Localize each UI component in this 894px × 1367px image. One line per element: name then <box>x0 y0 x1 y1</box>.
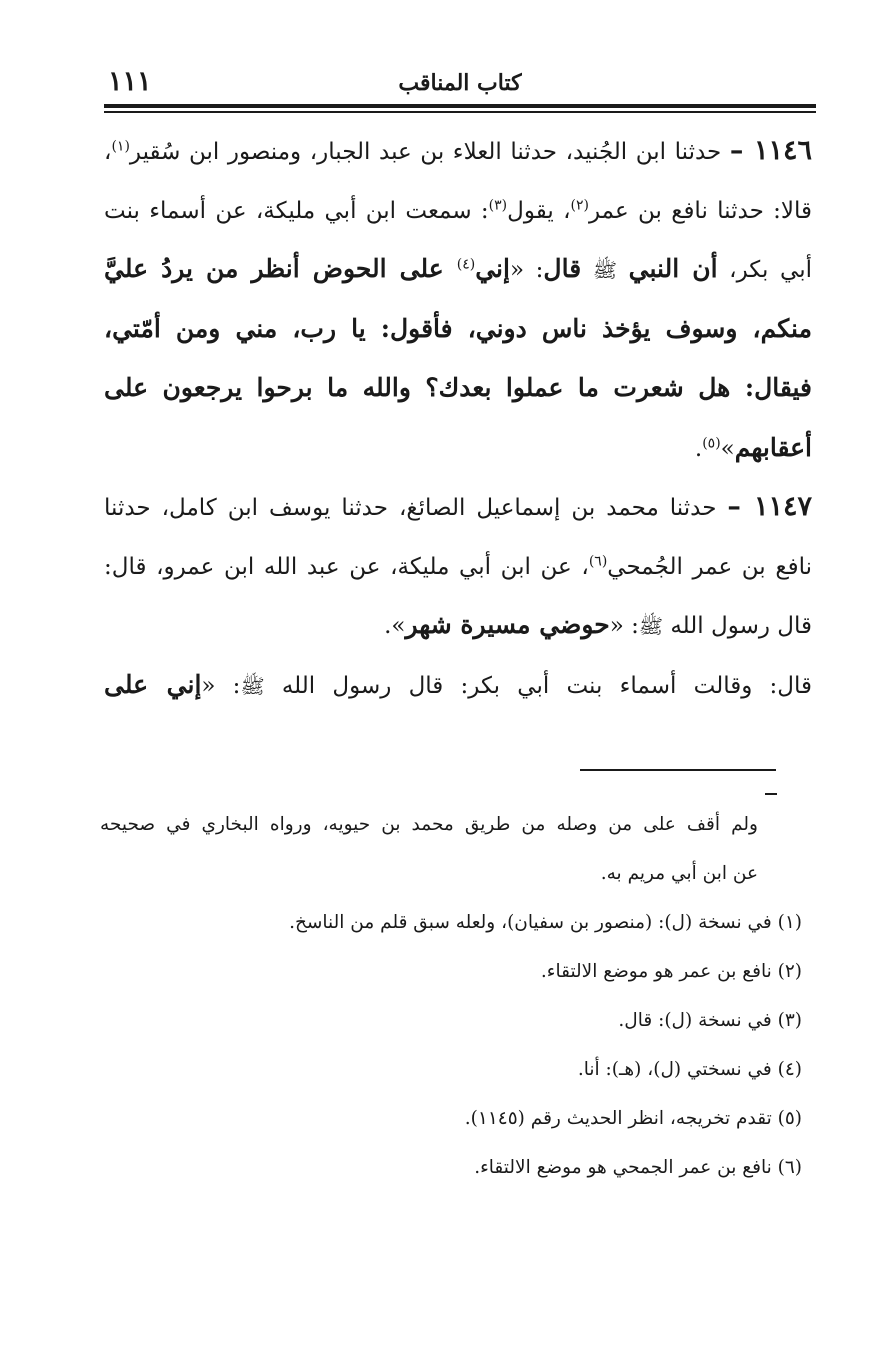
hadith-text: . <box>694 435 703 462</box>
footnotes <box>100 800 808 1192</box>
footnote-separator <box>580 769 776 771</box>
footnote-carryover: عن ابن أبي مريم به. <box>600 863 758 884</box>
footnote-continuation-mark <box>765 793 777 795</box>
footnote-item: (٥) تقدم تخريجه، انظر الحديث رقم (١١٤٥). <box>464 1108 802 1129</box>
bold-text: على الحوض أنظر من يردُ عليَّ منكم، وسوف يؤخذ ناس دوني، فأقول: يا رب، مني ومن أمّتي، فيقال: هل شعرت ما عملوا بعدك؟ والله ما برحوا يرجعون على أعقابهم <box>104 254 812 462</box>
salawat-symbol: ﷺ <box>240 673 265 698</box>
hadith-text: : « <box>509 257 544 283</box>
paragraph-text: قال: وقالت أسماء بنت أبي بكر: قال رسول الله <box>264 672 812 699</box>
hadith-text: حدثنا محمد بن إسماعيل الصائغ، حدثنا يوسف ابن كامل، حدثنا نافع بن عمر الجُمحي <box>104 495 812 580</box>
book-title: كتاب المناقب <box>398 70 522 96</box>
bold-text: إني <box>475 254 510 283</box>
main-text <box>104 122 812 715</box>
bold-text: أن النبي <box>628 254 718 283</box>
hadith-text: : سمعت ابن أبي مليكة، عن أسماء بنت أبي بكر، <box>104 197 813 283</box>
footnote-item: (١) في نسخة (ل): (منصور بن سفيان)، ولعله سبق قلم من الناسخ. <box>289 912 802 933</box>
footnote-carryover: ولم أقف على من وصله من طريق محمد بن حيويه، ورواه البخاري في صحيحه <box>100 814 758 835</box>
hadith-1146 <box>104 122 812 478</box>
page-header <box>104 66 816 102</box>
hadith-text: ، قالا: حدثنا نافع بن عمر <box>104 139 812 224</box>
bold-text: قال <box>543 254 582 283</box>
footnote-item: (٣) في نسخة (ل): قال. <box>618 1010 802 1031</box>
footnote-item: (٤) في نسختي (ل)، (هـ): أنا. <box>577 1059 802 1080</box>
hadith-number: ١١٤٧ – <box>727 491 812 522</box>
footnote-ref: (٣) <box>488 196 508 213</box>
hadith-1147 <box>104 478 812 656</box>
hadith-text: » <box>720 435 735 462</box>
bold-text: إني على <box>104 669 202 699</box>
header-rule-thin <box>104 111 816 113</box>
page-number: ١١١ <box>108 66 152 97</box>
footnote-ref: (١) <box>111 138 130 155</box>
footnote-ref: (٢) <box>570 196 589 213</box>
hadith-text: ، يقول <box>507 197 571 224</box>
hadith-text: حدثنا ابن الجُنيد، حدثنا العلاء بن عبد الجبار، ومنصور ابن سُقير <box>129 139 730 165</box>
footnote-item: (٦) نافع بن عمر الجمحي هو موضع الالتقاء. <box>474 1157 802 1178</box>
hadith-text: ». <box>384 613 406 639</box>
paragraph-text: : « <box>201 672 241 699</box>
hadith-number: ١١٤٦ – <box>729 135 812 166</box>
hadith-text: ، عن ابن أبي مليكة، عن عبد الله ابن عمرو، قال: قال رسول الله <box>104 553 812 639</box>
footnote-ref: (٦) <box>588 552 608 569</box>
footnote-ref: (٤) <box>456 256 476 273</box>
salawat-symbol: ﷺ <box>638 614 664 638</box>
footnote-ref: (٥) <box>702 434 721 451</box>
continuation-paragraph <box>104 656 812 716</box>
bold-text: حوضي مسيرة شهر <box>405 610 610 639</box>
footnote-item: (٢) نافع بن عمر هو موضع الالتقاء. <box>540 961 802 982</box>
header-rule-thick <box>104 104 816 108</box>
salawat-symbol: ﷺ <box>592 258 617 282</box>
hadith-text: : « <box>609 613 639 639</box>
